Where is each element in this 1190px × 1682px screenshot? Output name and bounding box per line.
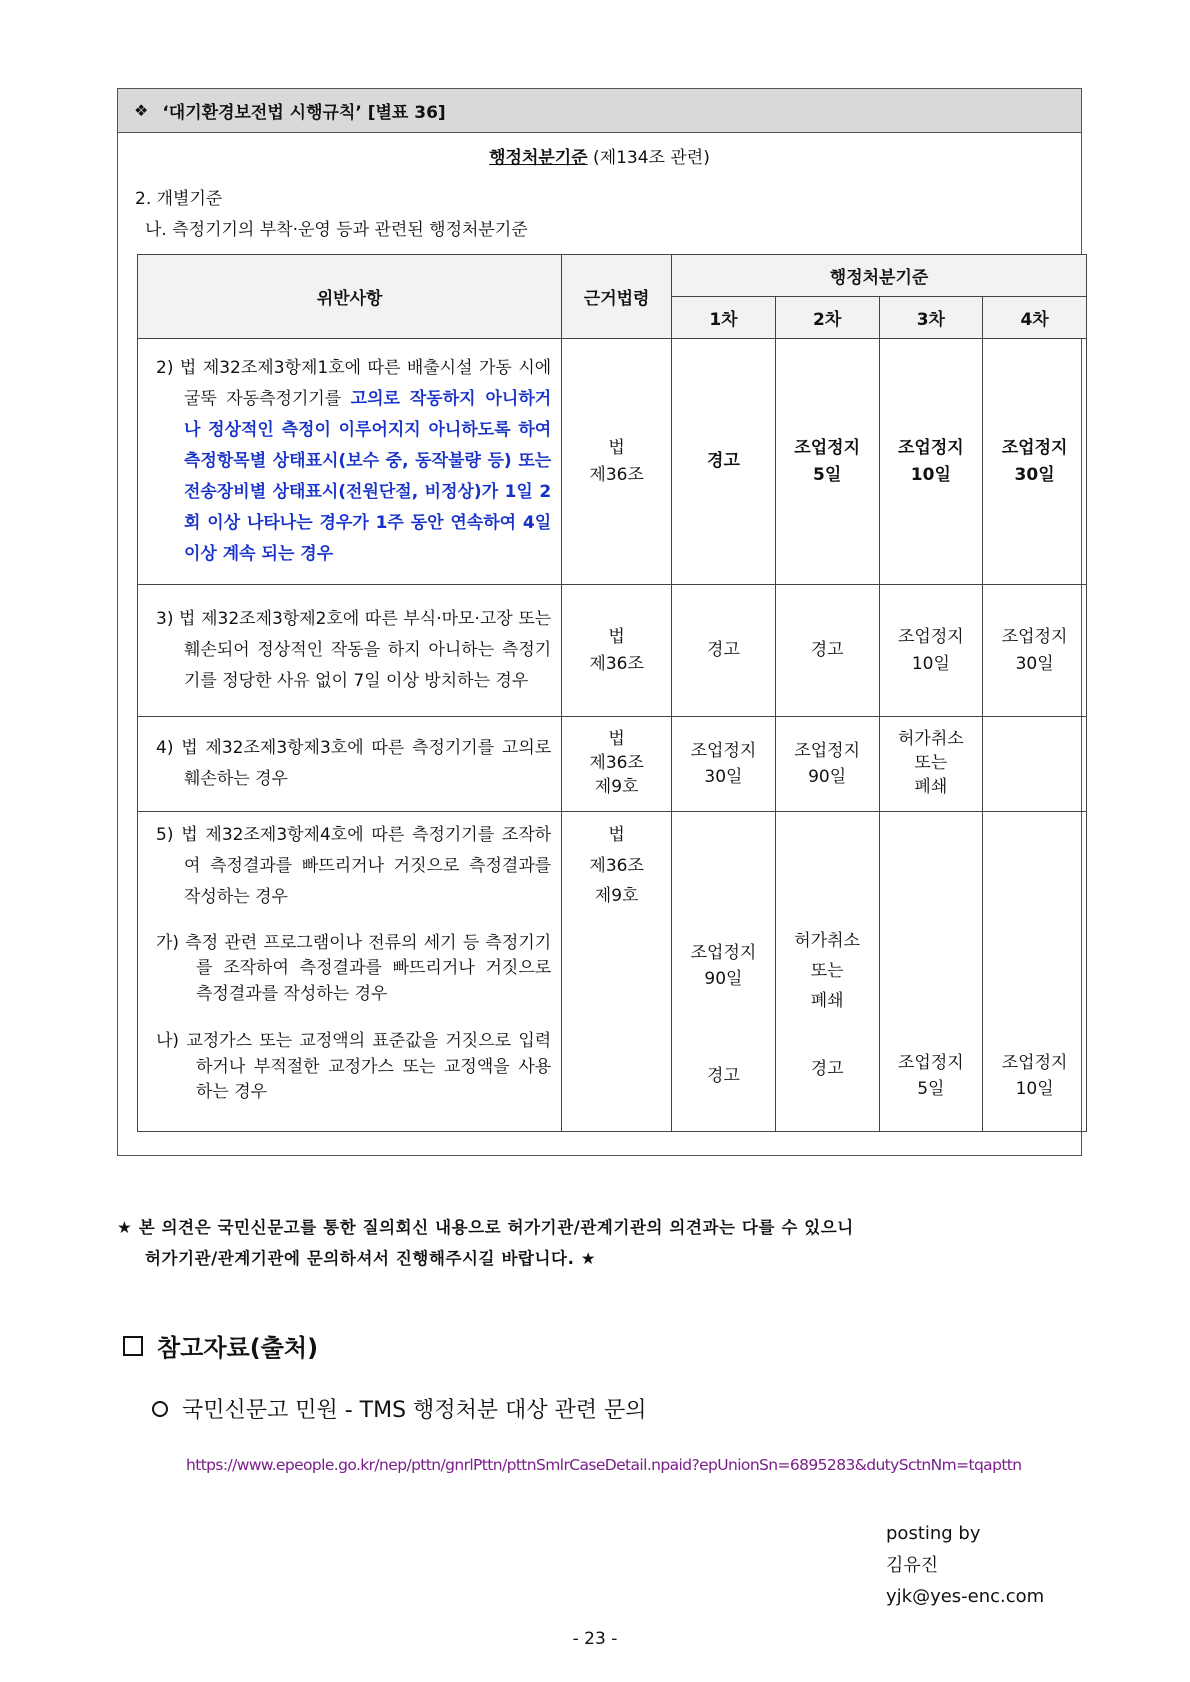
disp-1st bbox=[672, 812, 776, 1132]
violation-cell bbox=[138, 339, 562, 585]
table-subtitle bbox=[118, 143, 1081, 168]
disp-3rd bbox=[879, 812, 983, 1132]
disp-4th bbox=[983, 585, 1087, 717]
disp-line: 90일 bbox=[704, 969, 743, 990]
disp-line: 경고 bbox=[810, 1059, 844, 1080]
author-email: yjk@yes-enc.com bbox=[886, 1586, 1045, 1607]
disp-line: 5일 bbox=[813, 464, 842, 485]
violation-highlight: 고의로 작동하지 아니하거나 정상적인 측정이 이루어지지 아니하도록 하여 측정항목별 상태표시(보수 중, 동작불량 등) 또는 전송장비별 상태표시(전원단절, 비정상)가 1일 2회 이상 나타나는 경우가 1주 동안 연속하여 4일 이상 계속 되는 경우 bbox=[184, 389, 552, 564]
law-line: 제36조 bbox=[589, 855, 644, 876]
disp-line: 허가취소 bbox=[898, 729, 964, 750]
disp-line: 조업정지 bbox=[1001, 438, 1068, 459]
law-line: 제36조 bbox=[589, 653, 644, 674]
violation-text: 5) 법 제32조제3항제4호에 따른 측정기기를 조작하여 측정결과를 빠뜨리거나 거짓으로 측정결과를 작성하는 경우 bbox=[156, 825, 552, 907]
disp-3rd bbox=[879, 339, 983, 585]
disp-line: 10일 bbox=[910, 464, 951, 485]
disp-line: 조업정지 bbox=[794, 438, 860, 459]
notice-line: ★ 본 의견은 국민신문고를 통한 질의회신 내용으로 허가기관/관계기관의 의견과는 다를 수 있으니 bbox=[117, 1218, 854, 1237]
law-line: 제36조 bbox=[589, 753, 644, 774]
disp-1st bbox=[672, 717, 776, 812]
disp-line: 10일 bbox=[1015, 1079, 1054, 1100]
disp-line: 또는 bbox=[810, 960, 844, 981]
page-number: - 23 - bbox=[572, 1629, 618, 1649]
section-heading: 2. 개별기준 bbox=[135, 189, 223, 209]
disp-2nd bbox=[775, 812, 879, 1132]
disp-line: 폐쇄 bbox=[914, 776, 948, 797]
disp-line: 조업정지 bbox=[898, 627, 964, 648]
disp-line: 조업정지 bbox=[898, 438, 964, 459]
violation-text: 2) 법 제32조제3항제1호에 따른 배출시설 가동 시에 굴뚝 자동측정기기를 bbox=[156, 358, 552, 410]
law-cell bbox=[562, 812, 672, 1132]
law-cell bbox=[562, 585, 672, 717]
disp-2nd: 경고 bbox=[775, 585, 879, 717]
law-line: 법 bbox=[608, 438, 625, 459]
disp-line: 30일 bbox=[1014, 464, 1055, 485]
disp-1st: 경고 bbox=[672, 339, 776, 585]
header-2nd: 2차 bbox=[775, 297, 879, 339]
regulation-header bbox=[118, 89, 1081, 133]
violation-text: 4) 법 제32조제3항제3호에 따른 측정기기를 고의로 훼손하는 경우 bbox=[156, 738, 552, 789]
posting-by: posting by bbox=[886, 1523, 981, 1544]
reference-item-text: 국민신문고 민원 - TMS 행정처분 대상 관련 문의 bbox=[182, 1398, 647, 1423]
disp-3rd bbox=[879, 717, 983, 812]
disp-line: 허가취소 bbox=[794, 931, 860, 951]
subtitle-bold: 행정처분기준 bbox=[489, 148, 588, 168]
header-disposition: 행정처분기준 bbox=[672, 255, 1087, 297]
disp-line: 폐쇄 bbox=[810, 990, 844, 1011]
disp-line: 조업정지 bbox=[794, 740, 860, 761]
circle-bullet-icon bbox=[152, 1401, 168, 1417]
violation-cell bbox=[138, 585, 562, 717]
table-row bbox=[138, 812, 1087, 1132]
disposition-table bbox=[137, 254, 1087, 1132]
law-line: 법 bbox=[608, 825, 625, 845]
disp-line: 조업정지 bbox=[1001, 627, 1068, 648]
violation-cell bbox=[138, 812, 562, 1132]
disp-1st: 경고 bbox=[672, 585, 776, 717]
disp-line: 또는 bbox=[914, 753, 948, 774]
notice bbox=[117, 1212, 1082, 1275]
reference-heading bbox=[123, 1328, 318, 1363]
disp-line: 조업정지 bbox=[1001, 1053, 1068, 1073]
disp-line: 5일 bbox=[917, 1079, 945, 1100]
disp-line: 30일 bbox=[1015, 653, 1054, 674]
author-name: 김유진 bbox=[886, 1554, 939, 1576]
disp-line: 90일 bbox=[808, 767, 847, 787]
law-line: 제9호 bbox=[594, 776, 639, 797]
disp-3rd bbox=[879, 585, 983, 717]
reference-title: 참고자료(출처) bbox=[157, 1334, 319, 1362]
table-header-row bbox=[138, 255, 1087, 297]
violation-text: 3) 법 제32조제3항제2호에 따른 부식·마모·고장 또는 훼손되어 정상적인 작동을 하지 아니하는 측정기기를 정당한 사유 없이 7일 이상 방치하는 경우 bbox=[156, 609, 552, 691]
disp-2nd bbox=[775, 339, 879, 585]
disp-4th bbox=[983, 717, 1087, 812]
disp-line: 조업정지 bbox=[690, 943, 757, 963]
notice-line: 허가기관/관계기관에 문의하셔서 진행해주시길 바랍니다. ★ bbox=[145, 1249, 597, 1269]
header-4th: 4차 bbox=[983, 297, 1087, 339]
disp-line: 조업정지 bbox=[690, 740, 757, 761]
disp-line: 10일 bbox=[911, 653, 950, 674]
law-line: 법 bbox=[608, 627, 625, 648]
sub-item-a: 가) 측정 관련 프로그램이나 전류의 세기 등 측정기기를 조작하여 측정결과를 빠뜨리거나 거짓으로 측정결과를 작성하는 경우 bbox=[156, 932, 552, 1004]
law-line: 제9호 bbox=[594, 886, 639, 907]
checkbox-square-icon bbox=[123, 1336, 143, 1356]
subsection-heading: 나. 측정기기의 부착·운영 등과 관련된 행정처분기준 bbox=[145, 220, 528, 240]
posting-info bbox=[886, 1518, 1044, 1613]
disp-4th bbox=[983, 339, 1087, 585]
regulation-box bbox=[117, 88, 1082, 1156]
header-1st: 1차 bbox=[672, 297, 776, 339]
law-line: 제36조 bbox=[589, 464, 644, 485]
disp-line: 조업정지 bbox=[898, 1053, 964, 1073]
reference-item bbox=[152, 1393, 647, 1424]
sub-item-b: 나) 교정가스 또는 교정액의 표준값을 거짓으로 입력하거나 부적절한 교정가스 또는 교정액을 사용하는 경우 bbox=[156, 1031, 552, 1103]
law-cell bbox=[562, 339, 672, 585]
table-row bbox=[138, 585, 1087, 717]
disp-4th bbox=[983, 812, 1087, 1132]
law-line: 법 bbox=[608, 729, 625, 750]
disp-line: 경고 bbox=[707, 1065, 740, 1086]
violation-cell bbox=[138, 717, 562, 812]
header-law: 근거법령 bbox=[562, 255, 672, 339]
header-3rd: 3차 bbox=[879, 297, 983, 339]
header-violation: 위반사항 bbox=[138, 255, 562, 339]
disp-2nd bbox=[775, 717, 879, 812]
regulation-title: ‘대기환경보전법 시행규칙’ [별표 36] bbox=[162, 103, 446, 123]
table-row bbox=[138, 339, 1087, 585]
law-cell bbox=[562, 717, 672, 812]
diamond-bullet-icon: ❖ bbox=[134, 101, 149, 120]
subtitle-rest: (제134조 관련) bbox=[587, 148, 710, 168]
table-row bbox=[138, 717, 1087, 812]
disp-line: 30일 bbox=[704, 767, 743, 787]
reference-link[interactable]: https://www.epeople.go.kr/nep/pttn/gnrlPttn/pttnSmlrCaseDetail.npaid?epUnionSn=6895283&dutySctnNm=tqapttn bbox=[186, 1456, 1022, 1474]
